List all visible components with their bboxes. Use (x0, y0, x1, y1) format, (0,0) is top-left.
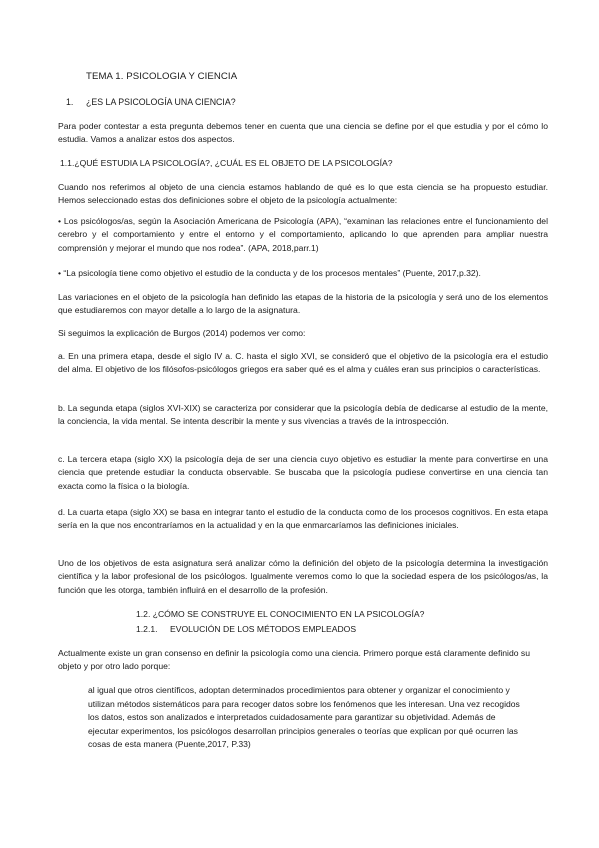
paragraph-consensus: Actualmente existe un gran consenso en definir la psicología como una ciencia. Primero porque está claramente definido su objeto y por otro lado porque: (58, 648, 530, 672)
list-item-stage-c: c. La tercera etapa (siglo XX) la psicología deja de ser una ciencia cuyo objetivo es estudiar la mente para convertirse en una ciencia que pretende estudiar la conducta observable. Se buscaba que la psicología pudiese convertirse en una ciencia tan exacta como la física o la biología. (58, 454, 548, 491)
document-title: TEMA 1. PSICOLOGIA Y CIENCIA (86, 71, 238, 82)
section-number: 1. (66, 97, 74, 107)
paragraph-burgos: Si seguimos la explicación de Burgos (2014) podemos ver como: (58, 328, 306, 338)
subsection-heading-1-2: 1.2. ¿CÓMO SE CONSTRUYE EL CONOCIMIENTO EN LA PSICOLOGÍA? (136, 609, 425, 619)
subsection-heading-text: EVOLUCIÓN DE LOS MÉTODOS EMPLEADOS (170, 624, 357, 634)
list-item-stage-b: b. La segunda etapa (siglos XVI-XIX) se caracteriza por considerar que la psicología debía de dedicarse al estudio de la mente, la conciencia, la vida mental. Se intenta describir la mente y sus vivencias a través de la introspección. (58, 403, 548, 427)
bullet-apa-definition: • Los psicólogos/as, según la Asociación Americana de Psicología (APA), “examinan las relaciones entre el funcionamiento del cerebro y el comportamiento y entre el entorno y el comportamiento, aplicando lo que aprenden para ampliar nuestra comprensión y mejorar el mundo que nos rodea”. (APA, 2018,parr.1) (58, 216, 548, 253)
list-item-stage-d: d. La cuarta etapa (siglo XX) se basa en integrar tanto el estudio de la conducta como de los procesos cognitivos. En esta etapa sería en la que nos encontraríamos en la actualidad y en la que enmarcaríamos las definiciones iniciales. (58, 507, 548, 531)
section-heading-text: ¿ES LA PSICOLOGÍA UNA CIENCIA? (86, 97, 236, 107)
bullet-puente-definition: • “La psicología tiene como objetivo el estudio de la conducta y de los procesos mentales” (Puente, 2017,p.32). (58, 268, 481, 278)
paragraph-objectives: Uno de los objetivos de esta asignatura será analizar cómo la definición del objeto de la psicología determina la investigación científica y la labor profesional de los psicólogos. Igualmente veremos como lo que la sociedad espera de los psicólogos/as, la función que les otorga, también influirá en el desarrollo de la profesión. (58, 558, 548, 595)
subsection-heading-1-1: 1.1.¿QUÉ ESTUDIA LA PSICOLOGÍA?, ¿CUÁL ES EL OBJETO DE LA PSICOLOGÍA? (60, 158, 393, 168)
paragraph-object: Cuando nos referimos al objeto de una ciencia estamos hablando de qué es lo que esta ciencia se ha propuesto estudiar. Hemos seleccionado estas dos definiciones sobre el objeto de la psicología actualmente: (58, 182, 548, 206)
subsection-heading-1-2-1 (136, 623, 536, 636)
section-heading-1 (66, 96, 556, 109)
block-quote-puente: al igual que otros científicos, adoptan determinados procedimientos para obtener y organizar el conocimiento y utilizan métodos sistemáticos para para recoger datos sobre los fenómenos que les interesan. Una vez recogidos los datos, estos son analizados e interpretados cuidadosamente para garantizar su objetividad. Además de ejecutar experimentos, los psicólogos desarrollan principios generales o teorías que explican por qué ocurren las cosas de esta manera (Puente,2017, P.33) (88, 685, 520, 750)
subsection-number: 1.2.1. (136, 624, 158, 634)
paragraph-variations: Las variaciones en el objeto de la psicología han definido las etapas de la historia de la psicología y será uno de los elementos que estudiaremos con mayor detalle a lo largo de la asignatura. (58, 292, 548, 316)
paragraph-intro: Para poder contestar a esta pregunta debemos tener en cuenta que una ciencia se define por el que estudia y por el cómo lo estudia. Vamos a analizar estos dos aspectos. (58, 121, 548, 145)
list-item-stage-a: a. En una primera etapa, desde el siglo IV a. C. hasta el siglo XVI, se consideró que el objetivo de la psicología era el estudio del alma. El objetivo de los filósofos-psicólogos griegos era saber qué es el alma y cuáles eran sus principios o características. (58, 351, 548, 375)
